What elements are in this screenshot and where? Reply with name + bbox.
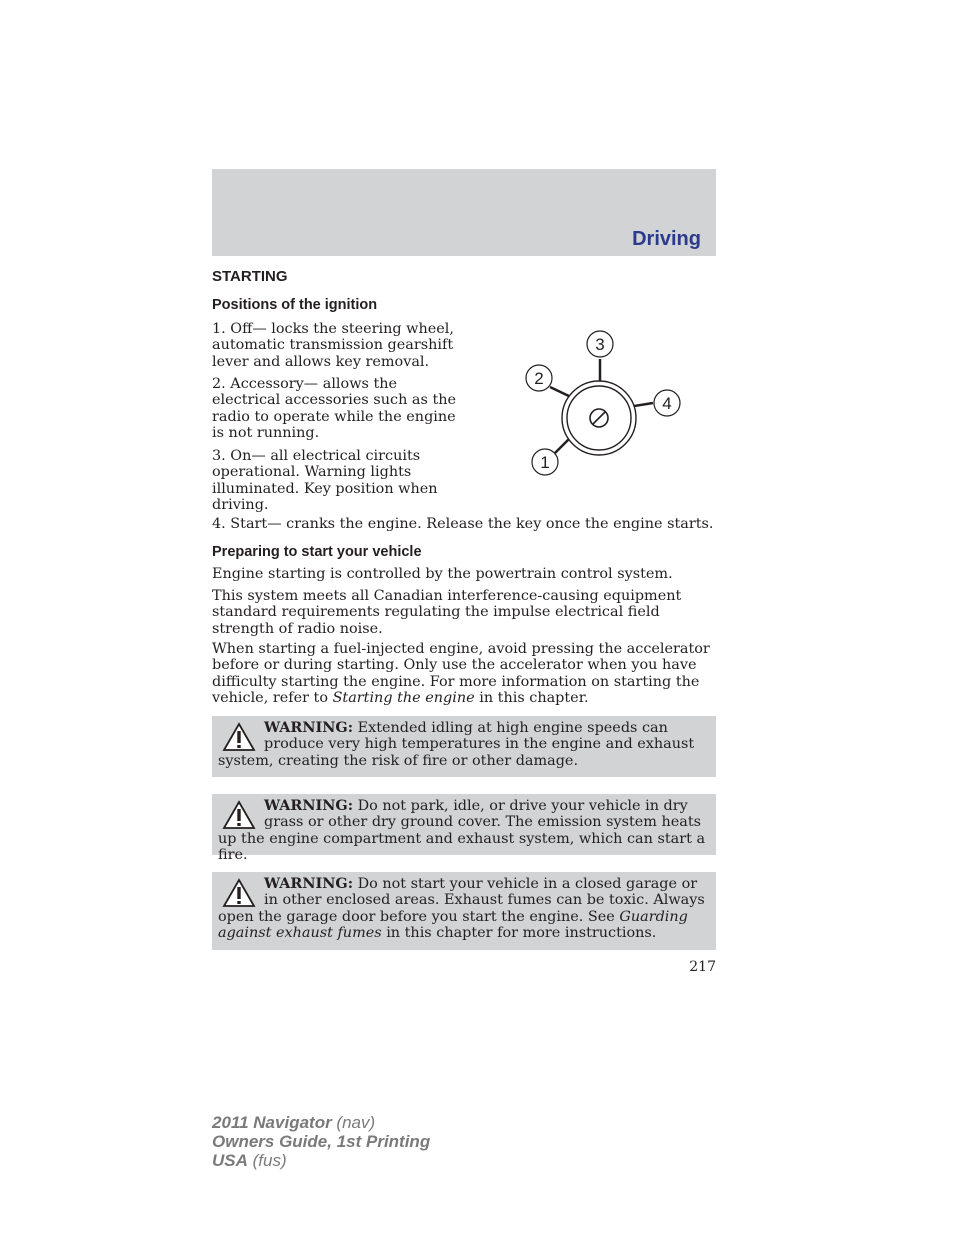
footer-line-1 <box>212 1113 430 1132</box>
footer-model-code: (nav) <box>331 1113 376 1132</box>
warning-3-link-exhaust-fumes: Guarding against exhaust fumes <box>218 908 688 941</box>
ignition-heading: Positions of the ignition <box>212 297 378 313</box>
chapter-title: Driving <box>632 228 701 250</box>
footer-line-3 <box>212 1151 430 1170</box>
document-footer <box>212 1113 430 1170</box>
label-1-text: 1 <box>540 453 550 472</box>
warning-box-3 <box>212 872 716 950</box>
footer-edition: Owners Guide, 1st Printing <box>212 1132 431 1151</box>
warning-1-text: Extended idling at high engine speeds can produce very high temperatures in the engine and exhaust system, creating the risk of fire or other damage. <box>218 720 695 769</box>
preparing-paragraph-3 <box>212 641 716 706</box>
section-title: STARTING <box>212 268 288 285</box>
footer-model: 2011 Navigator <box>212 1113 332 1132</box>
p3-text-a: When starting a fuel-injected engine, avoid pressing the accelerator before or during starting. Only use the accelerator when you have difficulty starting the engine. For more information on starting the vehicle, refer to <box>212 641 710 706</box>
ignition-diagram <box>510 325 690 485</box>
ignition-item-2: 2. Accessory— allows the electrical accessories such as the radio to operate while the engine is not running. <box>212 376 457 441</box>
warning-triangle-icon <box>222 800 256 830</box>
position-label-2 <box>526 365 552 391</box>
p3-text-b: in this chapter. <box>474 689 589 706</box>
footer-market: USA <box>212 1151 248 1170</box>
warning-triangle-icon <box>222 722 256 752</box>
warning-1-label: WARNING: <box>264 719 354 736</box>
p3-link-starting-engine: Starting the engine <box>332 689 475 706</box>
warning-triangle-icon <box>222 878 256 908</box>
warning-box-1 <box>212 716 716 777</box>
footer-line-2 <box>212 1132 430 1151</box>
preparing-paragraph-2: This system meets all Canadian interference-causing equipment standard requirements regulating the impulse electrical field strength of radio noise. <box>212 588 682 637</box>
ignition-item-4: 4. Start— cranks the engine. Release the key once the engine starts. <box>212 516 714 532</box>
ignition-item-3: 3. On— all electrical circuits operational. Warning lights illuminated. Key position when driving. <box>212 448 438 513</box>
preparing-paragraph-1: Engine starting is controlled by the powertrain control system. <box>212 566 673 582</box>
position-label-4 <box>654 390 680 416</box>
label-2-text: 2 <box>534 369 544 388</box>
warning-box-2 <box>212 794 716 863</box>
label-4-text: 4 <box>662 394 672 413</box>
footer-market-code: (fus) <box>247 1151 287 1170</box>
warning-3-text-b: in this chapter for more instructions. <box>381 924 657 941</box>
position-label-3 <box>587 331 613 357</box>
position-label-1 <box>532 449 558 475</box>
warning-3-label: WARNING: <box>264 875 354 892</box>
page-number: 217 <box>689 959 716 975</box>
label-3-text: 3 <box>595 335 605 354</box>
warning-2-text: Do not park, idle, or drive your vehicle in dry grass or other dry ground cover. The emission system heats up the engine compartment and exhaust system, which can start a fire. <box>218 798 706 863</box>
ignition-item-1: 1. Off— locks the steering wheel, automatic transmission gearshift lever and allows key removal. <box>212 321 454 370</box>
chapter-header-band <box>212 169 716 256</box>
preparing-heading: Preparing to start your vehicle <box>212 544 422 560</box>
warning-2-label: WARNING: <box>264 797 354 814</box>
warning-3-text-a: Do not start your vehicle in a closed garage or in other enclosed areas. Exhaust fumes can be toxic. Always open the garage door before you start the engine. See <box>218 876 705 925</box>
